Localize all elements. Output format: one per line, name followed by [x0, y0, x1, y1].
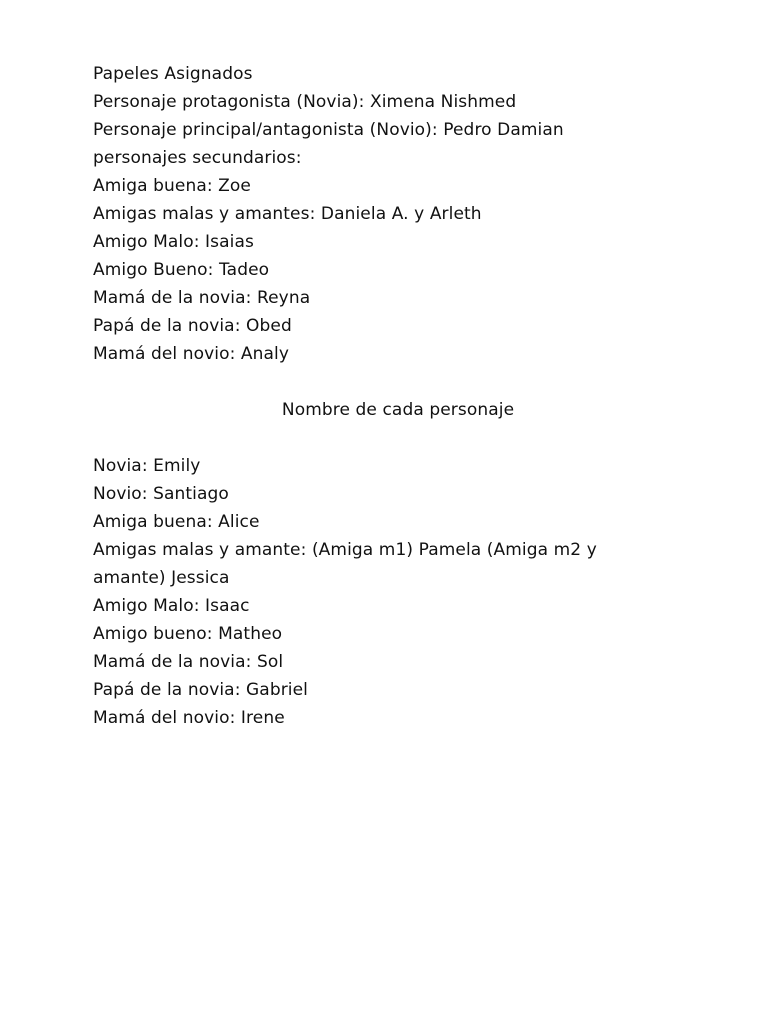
role-line-bride-mother: Mamá de la novia: Reyna [93, 288, 311, 308]
spacer [93, 368, 653, 396]
document-body [93, 60, 653, 732]
character-names-heading: Nombre de cada personaje [281, 400, 515, 420]
name-line-bride: Novia: Emily [93, 456, 201, 476]
role-line-good-friend-male: Amigo Bueno: Tadeo [93, 260, 270, 280]
role-line-good-friend-female: Amiga buena: Zoe [93, 176, 251, 196]
name-line-groom-mother: Mamá del novio: Irene [93, 708, 285, 728]
name-line-bride-mother: Mamá de la novia: Sol [93, 652, 284, 672]
role-line-bride-father: Papá de la novia: Obed [93, 316, 292, 336]
role-line-bad-friends: Amigas malas y amantes: Daniela A. y Arleth [93, 204, 482, 224]
name-line-bad-friend-male: Amigo Malo: Isaac [93, 596, 250, 616]
role-line-protagonist: Personaje protagonista (Novia): Ximena Nishmed [93, 92, 517, 112]
name-line-good-friend-male: Amigo bueno: Matheo [93, 624, 283, 644]
role-line-antagonist: Personaje principal/antagonista (Novio): Pedro Damian [93, 120, 564, 140]
assigned-roles-title: Papeles Asignados [93, 64, 253, 84]
role-line-groom-mother: Mamá del novio: Analy [93, 344, 290, 364]
role-line-bad-friend-male: Amigo Malo: Isaias [93, 232, 254, 252]
name-line-bride-father: Papá de la novia: Gabriel [93, 680, 308, 700]
name-line-good-friend-female: Amiga buena: Alice [93, 512, 260, 532]
role-line-secondary-heading: personajes secundarios: [93, 148, 302, 168]
spacer [93, 424, 653, 452]
name-line-groom: Novio: Santiago [93, 484, 229, 504]
name-line-bad-friends: Amigas malas y amante: (Amiga m1) Pamela (Amiga m2 y amante) Jessica [93, 540, 597, 588]
